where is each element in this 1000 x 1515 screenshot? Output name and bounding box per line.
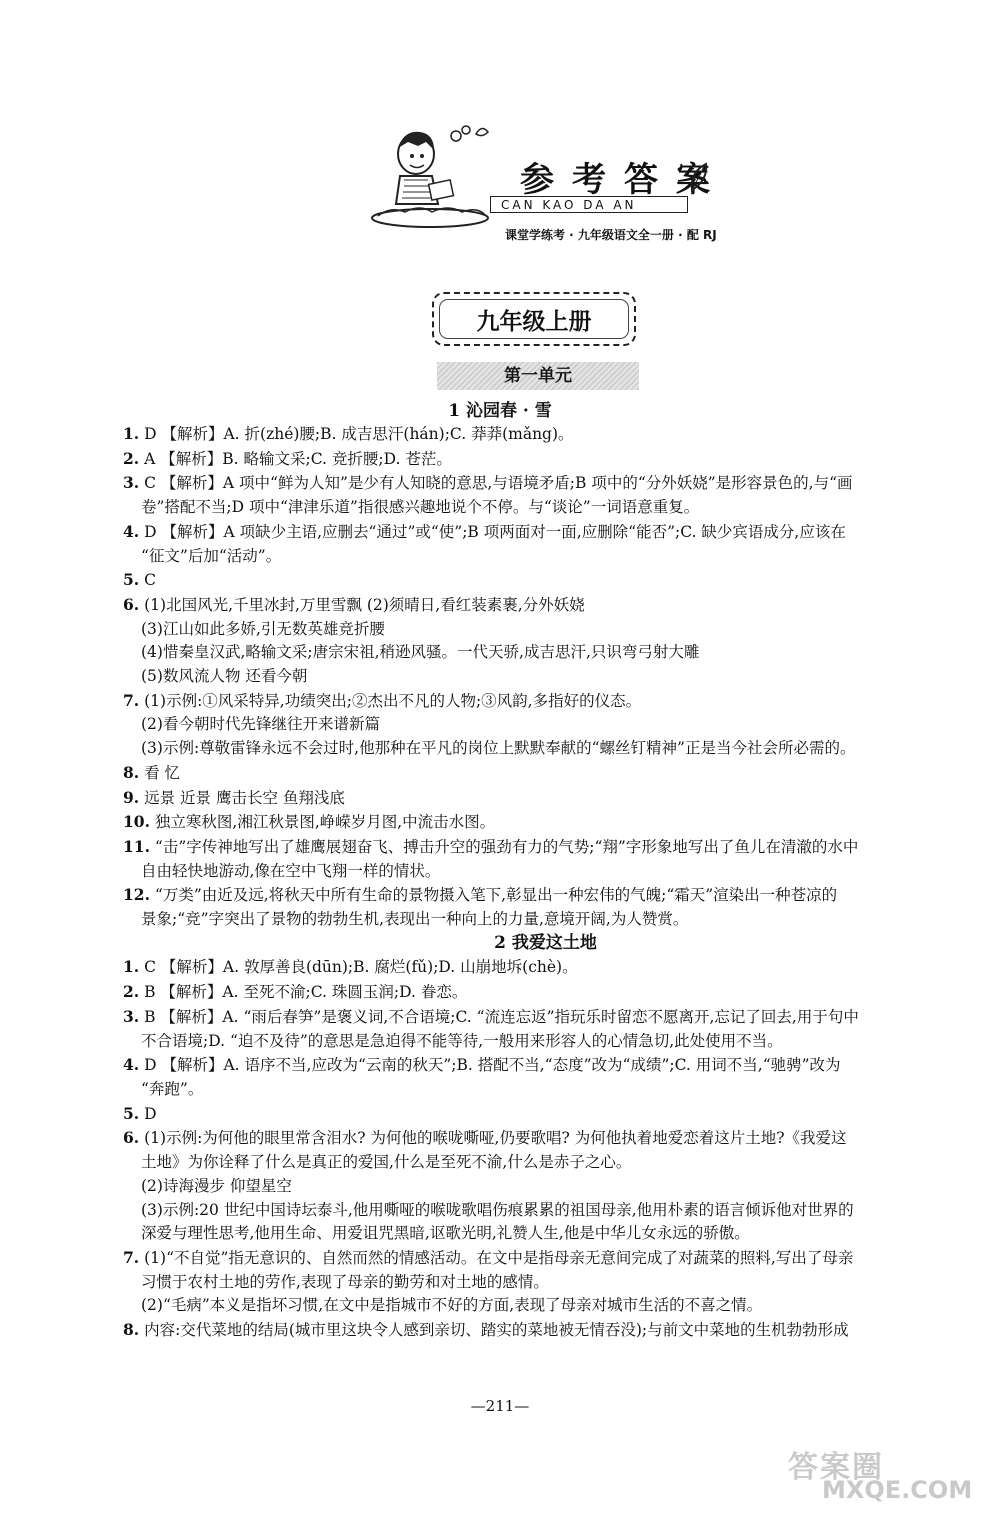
- answer-line: (2)“毛病”本义是指坏习惯,在文中是指城市不好的方面,表现了母亲对城市生活的不喜之情。: [141, 1296, 763, 1315]
- answer-line: 7. (1)“不自觉”指无意识的、自然而然的情感活动。在文中是指母亲无意间完成了对蔬菜的照料,写出了母亲: [123, 1247, 854, 1267]
- answer-line: (2)诗海漫步 仰望星空: [141, 1176, 292, 1195]
- answer-line: 不合语境;D. “迫不及待”的意思是急迫得不能等待,一般用来形容人的心情急切,此处使用不当。: [141, 1031, 783, 1050]
- header-title: 参考答案: [520, 160, 728, 200]
- leaf-icon: [688, 162, 710, 196]
- answer-line: 7. (1)示例:①风采特异,功绩突出;②杰出不凡的人物;③风韵,多指好的仪态。: [123, 690, 642, 710]
- answer-line: (2)看今朝时代先锋继往开来谱新篇: [141, 715, 380, 734]
- volume-title-text: 九年级上册: [476, 308, 592, 335]
- answer-line: 4. D 【解析】A 项缺少主语,应删去“通过”或“使”;B 项两面对一面,应删除“能否”;C. 缺少宾语成分,应该在: [123, 521, 846, 541]
- answer-line: 10. 独立寒秋图,湘江秋景图,峥嵘岁月图,中流击水图。: [123, 812, 496, 832]
- header-subtitle: 课堂学练考 · 九年级语文全一册 · 配 RJ: [505, 228, 717, 242]
- answer-line: 6. (1)北国风光,千里冰封,万里雪飘 (2)须晴日,看红装素裹,分外妖娆: [123, 594, 585, 614]
- answer-content: [123, 422, 968, 1343]
- answer-line: 11. “击”字传神地写出了雄鹰展翅奋飞、搏击升空的强劲有力的气势;“翔”字形象地写出了鱼儿在清澈的水中: [123, 836, 859, 856]
- answer-line: “奔跑”。: [141, 1079, 204, 1098]
- watermark-logo: [760, 1444, 980, 1504]
- answer-line: 景象;“竞”字突出了景物的勃勃生机,表现出一种向上的力量,意境开阔,为人赞赏。: [141, 910, 689, 929]
- answer-line: 深爱与理性思考,他用生命、用爱诅咒黑暗,讴歌光明,礼赞人生,他是中华儿女永远的骄傲。: [141, 1224, 750, 1243]
- answer-line: 习惯于农村土地的劳作,表现了母亲的勤劳和对土地的感情。: [141, 1272, 549, 1291]
- answer-line: 8. 内容:交代菜地的结局(城市里这块令人感到亲切、踏实的菜地被无情吞没);与前文中菜地的生机勃勃形成: [123, 1320, 849, 1340]
- lesson-title: 1 沁园春 · 雪: [448, 401, 552, 421]
- answer-line: (3)示例:尊敬雷锋永远不会过时,他那种在平凡的岗位上默默奉献的“螺丝钉精神”正是当今社会所必需的。: [141, 739, 856, 758]
- answer-line: “征文”后加“活动”。: [141, 546, 282, 565]
- answer-line: 4. D 【解析】A. 语序不当,应改为“云南的秋天”;B. 搭配不当,“态度”改为“成绩”;C. 用词不当,“驰骋”改为: [123, 1055, 841, 1075]
- page-number: —211—: [470, 1397, 530, 1415]
- watermark-line1: 答案圈: [788, 1450, 884, 1485]
- answer-line: 12. “万类”由近及远,将秋天中所有生命的景物摄入笔下,彰显出一种宏伟的气魄;“霜天”渲染出一种苍凉的: [123, 885, 838, 905]
- answer-line: (3)示例:20 世纪中国诗坛泰斗,他用嘶哑的喉咙歌唱伤痕累累的祖国母亲,他用朴素的语言倾诉他对世界的: [141, 1200, 854, 1219]
- answer-line: (5)数风流人物 还看今朝: [141, 667, 308, 686]
- answer-line: (3)江山如此多娇,引无数英雄竞折腰: [141, 619, 385, 638]
- answer-line: 1. C 【解析】A. 敦厚善良(dūn);B. 腐烂(fǔ);D. 山崩地坼(chè)。: [123, 957, 578, 977]
- answer-line: 2. B 【解析】A. 至死不渝;C. 珠圆玉润;D. 眷恋。: [123, 982, 468, 1002]
- lesson-title: 2 我爱这土地: [494, 932, 597, 953]
- answer-line: 5. D: [123, 1103, 157, 1123]
- unit-title: 第一单元: [437, 362, 639, 390]
- answer-line: 2. A 【解析】B. 略输文采;C. 竞折腰;D. 苍茫。: [123, 448, 452, 468]
- answer-line: 土地》为你诠释了什么是真正的爱国,什么是至死不渝,什么是赤子之心。: [141, 1153, 632, 1172]
- answer-line: 3. C 【解析】A 项中“鲜为人知”是少有人知晓的意思,与语境矛盾;B 项中的“分外妖娆”是形容景色的,与“画: [123, 473, 853, 493]
- answer-line: (4)惜秦皇汉武,略输文采;唐宗宋祖,稍逊风骚。一代天骄,成吉思汗,只识弯弓射大雕: [141, 643, 700, 662]
- answer-line: 自由轻快地游动,像在空中飞翔一样的情状。: [141, 861, 441, 880]
- header-cartoon-illustration: [370, 120, 510, 232]
- header-pinyin: CAN KAO DA AN: [490, 196, 688, 213]
- answer-line: 5. C: [123, 570, 156, 590]
- answer-line: 卷”搭配不当;D 项中“津津乐道”指很感兴趣地说个不停。与“谈论”一词语意重复。: [141, 498, 700, 517]
- answer-line: 3. B 【解析】A. “雨后春笋”是褒义词,不合语境;C. “流连忘返”指玩乐时留恋不愿离开,忘记了回去,用于句中: [123, 1006, 859, 1026]
- answer-line: 8. 看 忆: [123, 762, 181, 782]
- volume-title: [432, 292, 636, 346]
- watermark-line2: MXQE.COM: [822, 1476, 973, 1504]
- answer-line: 1. D 【解析】A. 折(zhé)腰;B. 成吉思汗(hán);C. 莽莽(mǎng)。: [123, 424, 574, 443]
- answer-line: 6. (1)示例:为何他的眼里常含泪水? 为何他的喉咙嘶哑,仍要歌唱? 为何他执着地爱恋着这片土地?《我爱这: [123, 1128, 847, 1148]
- answer-line: 9. 远景 近景 鹰击长空 鱼翔浅底: [123, 787, 345, 807]
